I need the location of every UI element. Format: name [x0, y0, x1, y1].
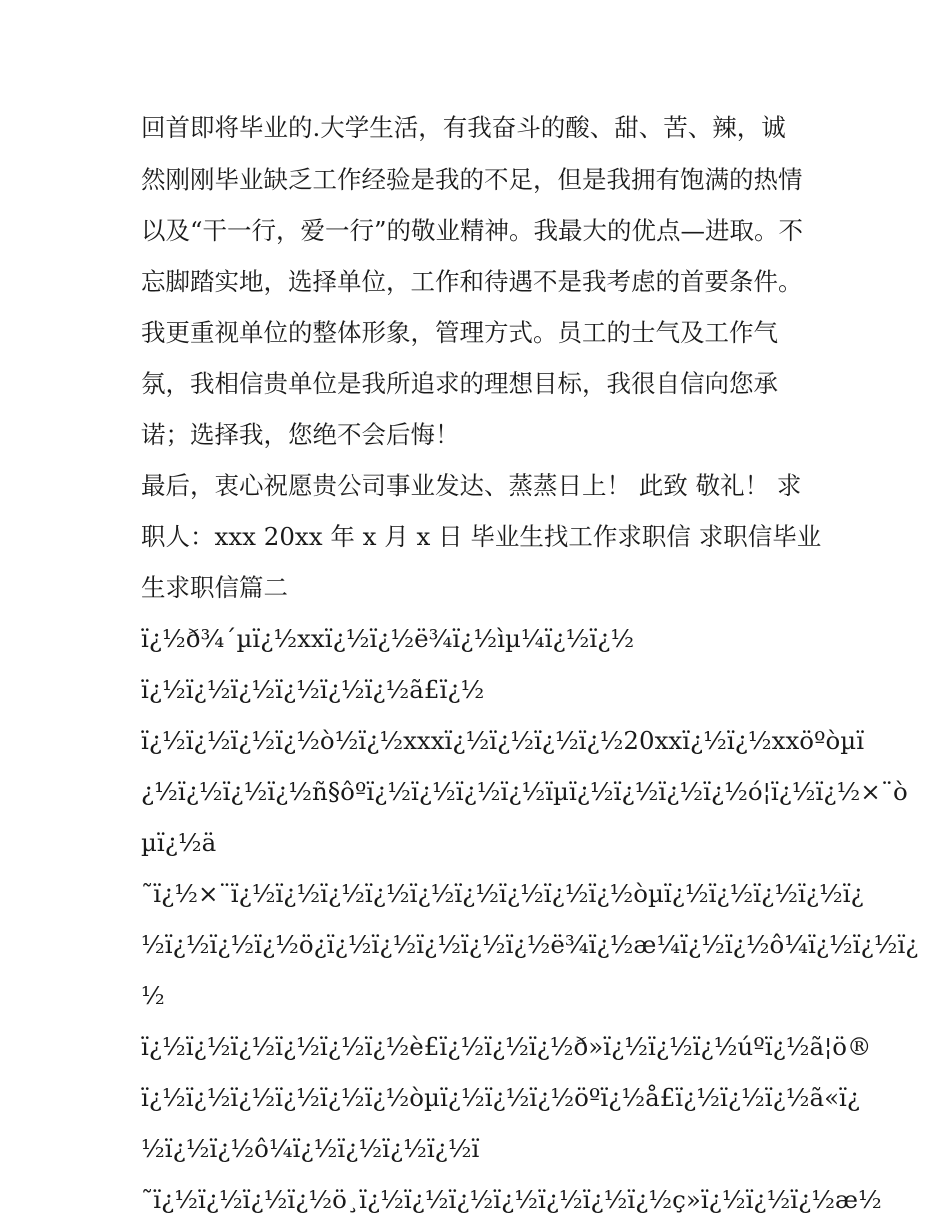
text-line: ï¿½ï¿½ï¿½ï¿½ò½ï¿½xxxï¿½ï¿½ï¿½ï¿½20xxï¿½ï¿½xxöºòµï — [141, 726, 865, 755]
text-line: ½ï¿½ï¿½ô¼ï¿½ï¿½ï¿½ï¿½ï — [141, 1134, 480, 1163]
text-line: µï¿½ä — [141, 828, 217, 857]
text-line: ï¿½ð¾´µï¿½xxï¿½ï¿½ë¾ï¿½ìµ¼ï¿½ï¿½ — [141, 624, 635, 653]
text-line: ï¿½ï¿½ï¿½ï¿½ï¿½ï¿½òµï¿½ï¿½ï¿½öºï¿½å£ï¿½ï¿½ï¿½ã«ï¿ — [141, 1083, 861, 1112]
text-line: 最后，衷心祝愿贵公司事业发达、蒸蒸日上！ 此致 敬礼！ 求 — [141, 471, 802, 500]
text-line: 忘脚踏实地，选择单位，工作和待遇不是我考虑的首要条件。 — [141, 267, 803, 296]
text-line: 回首即将毕业的.大学生活，有我奋斗的酸、甜、苦、辣，诚 — [141, 113, 786, 142]
text-line: ¿½ï¿½ï¿½ï¿½ñ§ôºï¿½ï¿½ï¿½ï¿½ïµï¿½ï¿½ï¿½ï¿½ó¦ï¿½ï¿½×¨ò — [141, 777, 908, 806]
text-line: 诺；选择我，您绝不会后悔！ — [141, 420, 460, 449]
text-line: ½ — [141, 981, 165, 1010]
text-line: ï¿½ï¿½ï¿½ï¿½ï¿½ï¿½è£ï¿½ï¿½ï¿½ð»ï¿½ï¿½ï¿½úºï¿½ã¦ö® — [141, 1032, 872, 1061]
text-line: ½ï¿½ï¿½ï¿½ö¿ï¿½ï¿½ï¿½ï¿½ï¿½ë¾ï¿½æ¼ï¿½ï¿½ô¼ï¿½ï¿½ï¿ — [141, 930, 919, 959]
text-line: 以及“干一行，爱一行”的敬业精神。我最大的优点—进取。不 — [141, 216, 804, 245]
text-line: 生求职信篇二 — [141, 573, 288, 602]
text-line: 我更重视单位的整体形象，管理方式。员工的士气及工作气 — [141, 318, 778, 347]
text-line: 然刚刚毕业缺乏工作经验是我的不足，但是我拥有饱满的热情 — [141, 165, 803, 194]
text-line: ˜ï¿½ï¿½ï¿½ï¿½ö¸ï¿½ï¿½ï¿½ï¿½ï¿½ï¿½ï¿½ç»ï¿½ï¿½ï¿½æ½ — [141, 1185, 882, 1214]
text-line: ï¿½ï¿½ï¿½ï¿½ï¿½ï¿½ã£ï¿½ — [141, 675, 485, 704]
text-line: 氛，我相信贵单位是我所追求的理想目标，我很自信向您承 — [141, 369, 778, 398]
text-line: ˜ï¿½×¨ï¿½ï¿½ï¿½ï¿½ï¿½ï¿½ï¿½ï¿½ï¿½òµï¿½ï¿½ï¿½ï¿½ï¿ — [141, 879, 864, 908]
text-line: 职人：xxx 20xx 年 x 月 x 日 毕业生找工作求职信 求职信毕业 — [141, 522, 822, 551]
